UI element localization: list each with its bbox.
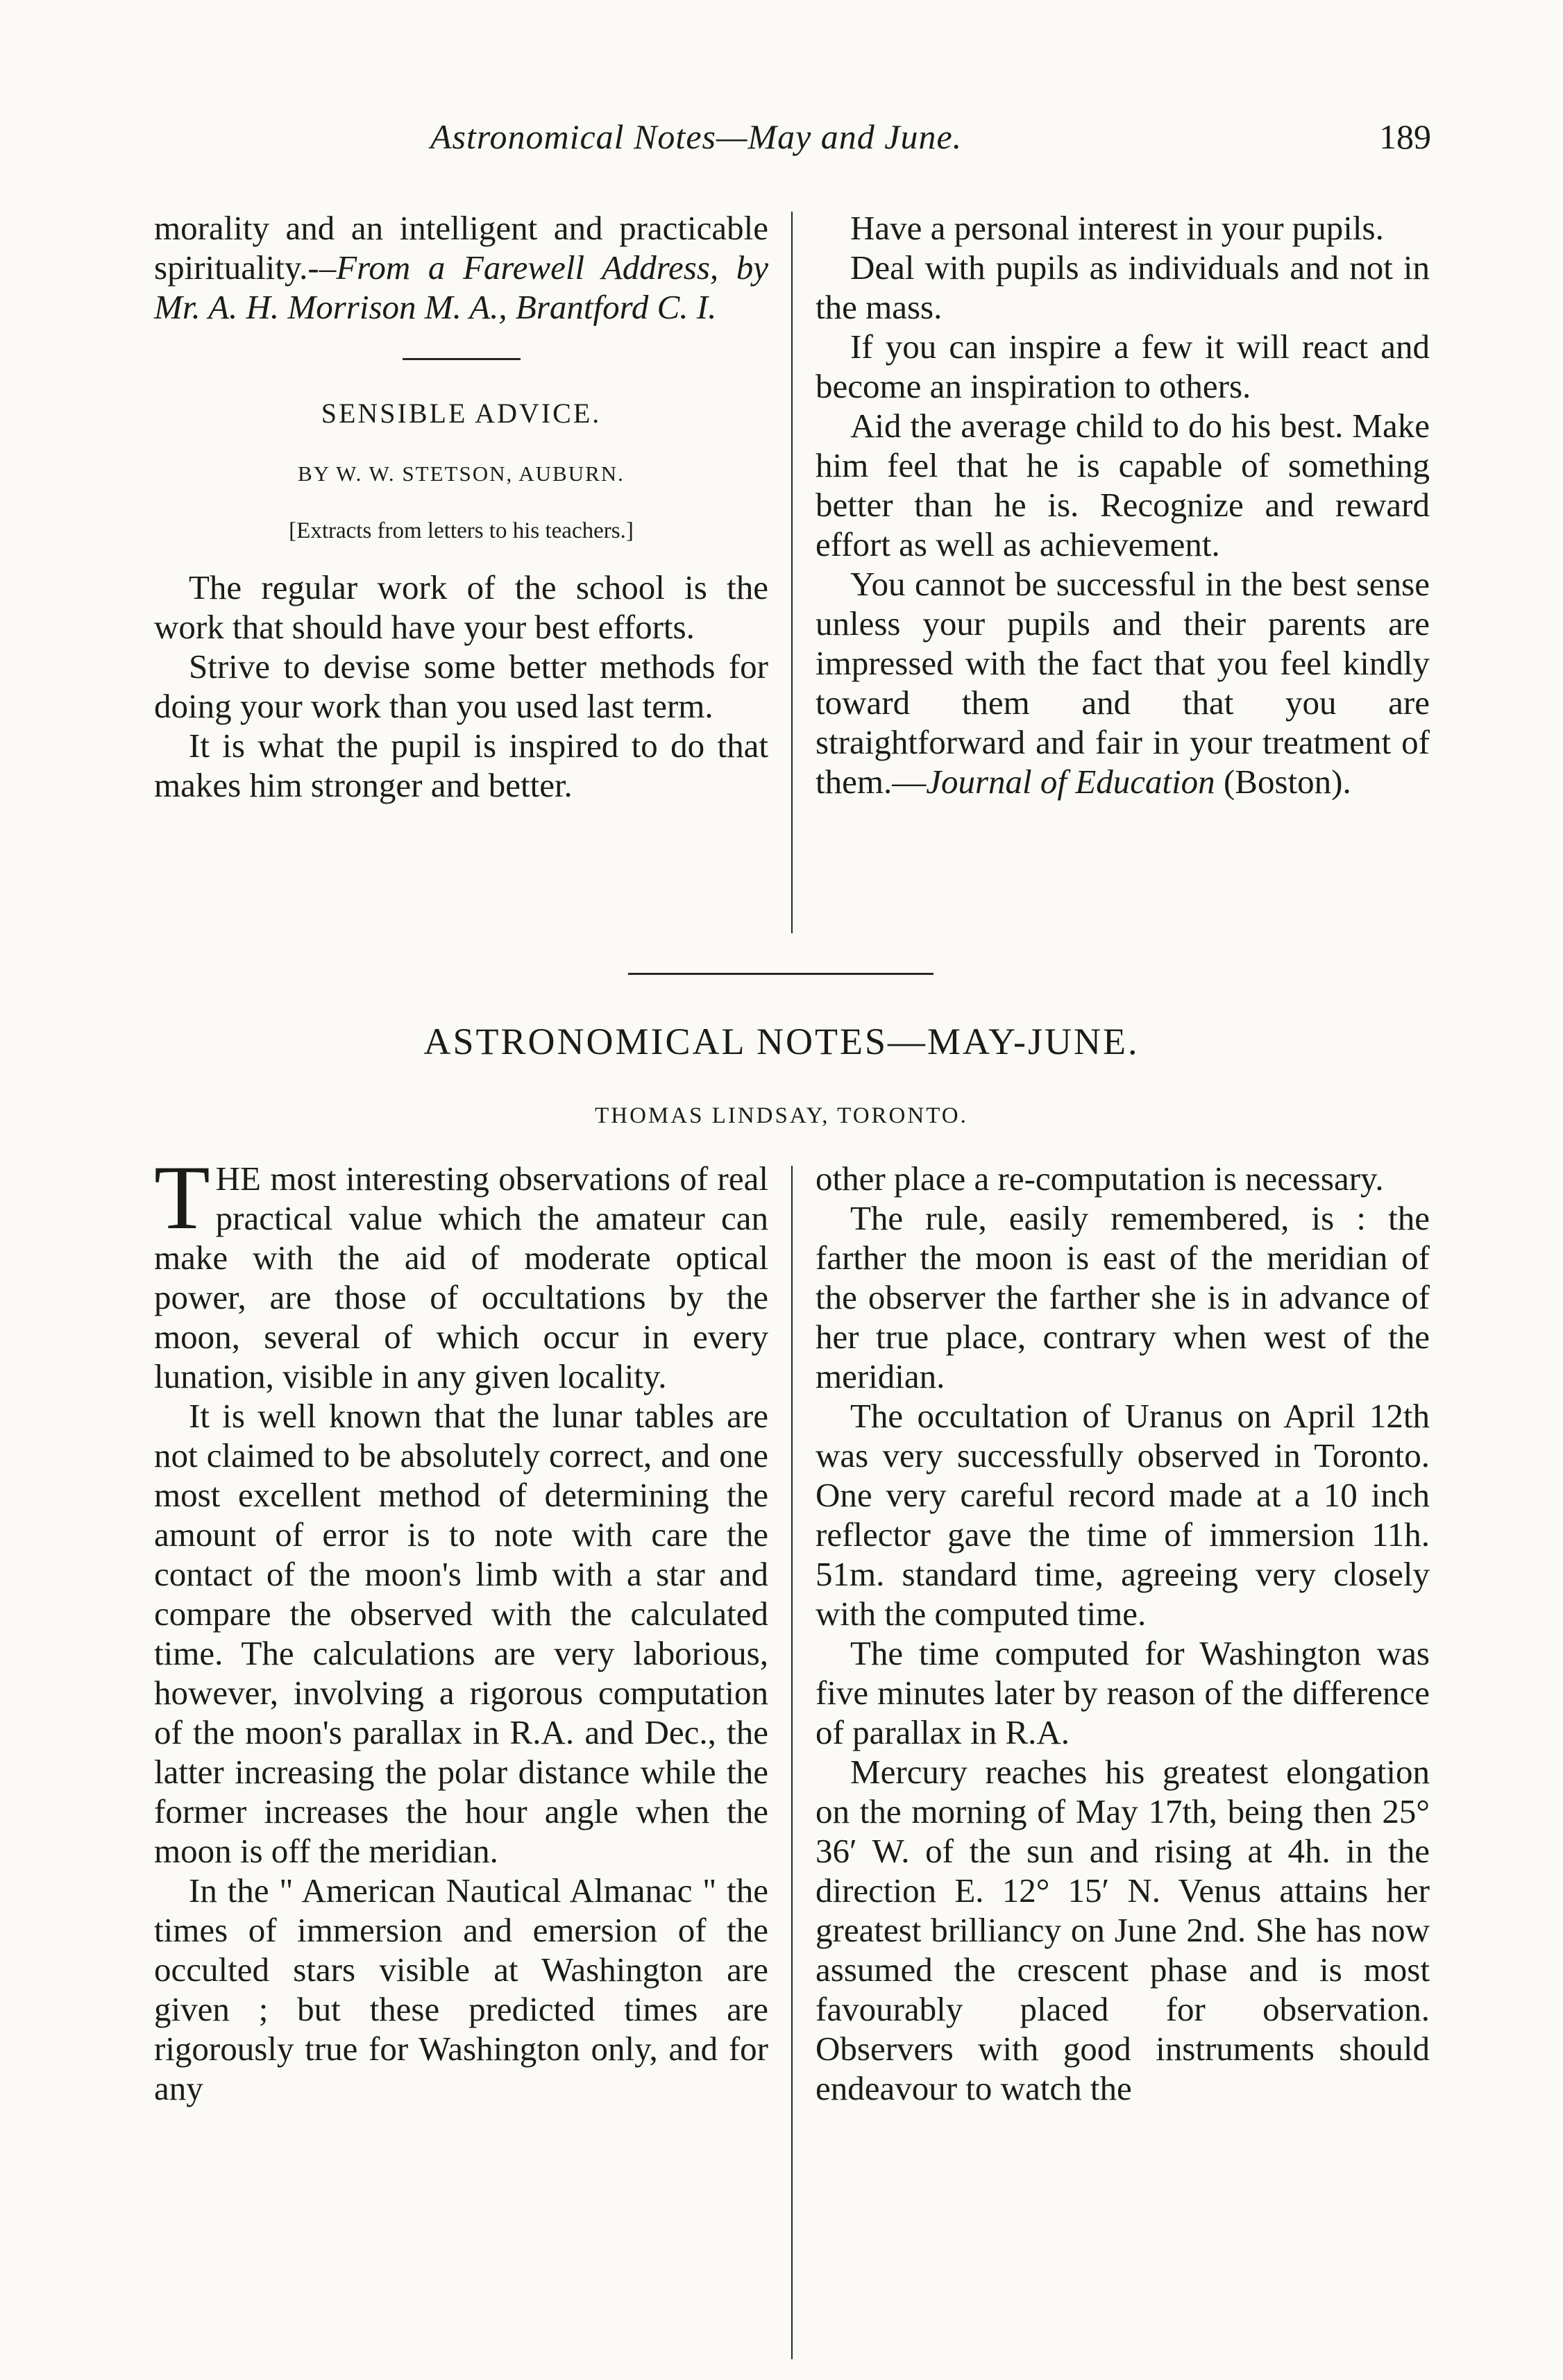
article-paragraph: The rule, easily remembered, is : the farther the moon is east of the meridian of the observer the farther she is in advance of her true place, contrary when west of the meridian.	[816, 1199, 1430, 1395]
upper-right-column	[816, 208, 1430, 801]
page-number: 189	[1379, 117, 1431, 156]
article-paragraph-text: HE most interesting observations of real practical value which the amateur can make with the aid of moderate optical power, are those of occultations by the moon, several of which occur in every lunation, visible in any given locality.	[154, 1159, 768, 1395]
article-paragraph: In the " American Nautical Almanac " the times of immersion and emersion of the occulted stars visible at Washington are given ; but these predicted times are rigorously true for Washington only, and for any	[154, 1871, 768, 2107]
farewell-source: –From a Farewell Address, by Mr. A. H. Morrison M. A., Brantford C. I.	[154, 248, 768, 326]
section-title: SENSIBLE ADVICE.	[321, 398, 602, 429]
advice-paragraph	[816, 564, 1430, 801]
article-paragraph: The time computed for Washington was five minutes later by reason of the difference of parallax in R.A.	[816, 1634, 1430, 1751]
journal-source: Journal of Education	[926, 763, 1215, 801]
extracts-note: [Extracts from letters to his teachers.]	[289, 518, 634, 543]
morality-paragraph	[154, 208, 768, 327]
advice-paragraph: The regular work of the school is the work that should have your best efforts.	[154, 568, 768, 646]
morality-text: morality and an intelligent and practicable spirituality.-	[154, 209, 768, 287]
article-paragraph	[154, 1146, 768, 1396]
upper-left-column	[154, 208, 768, 805]
advice-paragraph: Deal with pupils as individuals and not in the mass.	[816, 248, 1430, 326]
advice-paragraph: If you can inspire a few it will react and become an inspiration to others.	[816, 328, 1430, 405]
article-left-column	[154, 1146, 768, 2108]
drop-cap: T	[154, 1146, 210, 1248]
column-divider	[791, 1166, 793, 2359]
advice-paragraph: It is what the pupil is inspired to do that makes him stronger and better.	[154, 726, 768, 804]
article-paragraph: Mercury reaches his greatest elongation on the morning of May 17th, being then 25° 36′ W. of the sun and rising at 4h. in the direction E. 12° 15′ N. Venus attains her greatest brilliancy on June 2nd. She has now assumed the crescent phase and is most favourably placed for observation. Observers with good instruments should endeavour to watch the	[816, 1753, 1430, 2107]
article-byline: THOMAS LINDSAY, TORONTO.	[595, 1103, 968, 1128]
running-title: Astronomical Notes—May and June.	[430, 117, 963, 156]
article-title: ASTRONOMICAL NOTES—MAY-JUNE.	[423, 1021, 1140, 1062]
article-paragraph: It is well known that the lunar tables are not claimed to be absolutely correct, and one most excellent method of determining the amount of error is to note with care the contact of the moon's limb with a star and compare the observed with the calculated time. The calculations are very laborious, however, involving a rigorous computation of the moon's parallax in R.A. and Dec., the latter increasing the polar distance while the former increases the hour angle when the moon is off the meridian.	[154, 1397, 768, 1870]
column-divider	[791, 212, 793, 933]
section-byline: BY W. W. STETSON, AUBURN.	[298, 461, 625, 486]
advice-paragraph: Have a personal interest in your pupils.	[850, 209, 1384, 247]
article-paragraph: The occultation of Uranus on April 12th was very successfully observed in Toronto. One very careful record made at a 10 inch reflector gave the time of immersion 11h. 51m. standard time, agreeing very closely with the computed time.	[816, 1397, 1430, 1633]
advice-paragraph: Aid the average child to do his best. Make him feel that he is capable of something better than he is. Recognize and reward effort as well as achievement.	[816, 407, 1430, 563]
advice-text: You cannot be successful in the best sense unless your pupils and their parents are impressed with the fact that you feel kindly toward them and that you are straightforward and fair in your treatment of them.—	[816, 565, 1430, 801]
article-right-column	[816, 1159, 1430, 2108]
divider-rule	[403, 358, 521, 360]
article-paragraph: other place a re-computation is necessary.	[816, 1159, 1384, 1198]
running-head	[430, 117, 1431, 172]
journal-source-end: (Boston).	[1215, 763, 1351, 801]
advice-paragraph: Strive to devise some better methods for doing your work than you used last term.	[154, 647, 768, 725]
section-divider-rule	[628, 973, 933, 975]
